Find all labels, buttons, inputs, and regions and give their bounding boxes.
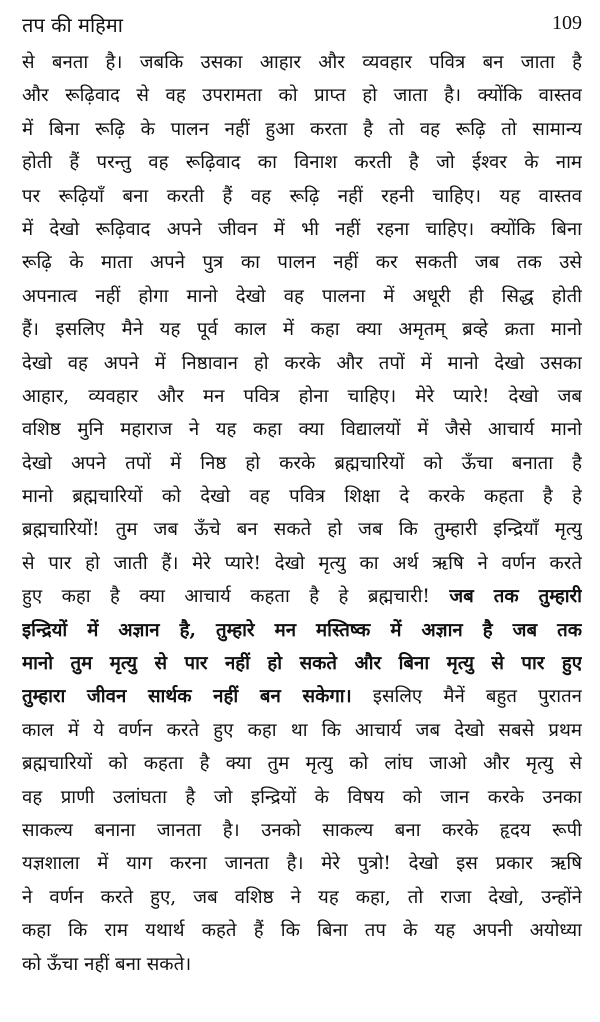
text-line: आहार, व्यवहार और मन पवित्र होना चाहिए। मेरे प्यारे! देखो जब [22, 385, 582, 407]
bold-text-line: इन्द्रियों में अज्ञान है, तुम्हारे मन मस्तिष्क में अज्ञान है जब तक [22, 619, 582, 641]
text-line: साकल्य बनाना जानता है। उनको साकल्य बना करके हृदय रूपी [22, 819, 582, 841]
text-line: होती हैं परन्तु वह रूढ़िवाद का विनाश करती है जो ईश्वर के नाम [22, 152, 582, 174]
text-line: में देखो रूढ़िवाद अपने जीवन में भी नहीं रहना चाहिए। क्योंकि बिना [22, 218, 582, 240]
text-line: ब्रह्मचारियों! तुम जब ऊँचे बन सकते हो जब कि तुम्हारी इन्द्रियाँ मृत्यु [22, 519, 582, 541]
text-line: से बनता है। जबकि उसका आहार और व्यवहार पवित्र बन जाता है [22, 52, 582, 73]
text-line: और रूढ़िवाद से वह उपरामता को प्राप्त हो जाता है। क्योंकि वास्तव [22, 85, 582, 107]
text-segment: इसलिए मैनें बहुत पुरातन [372, 686, 582, 708]
text-line: से पार हो जाती हैं। मेरे प्यारे! देखो मृत्यु का अर्थ ऋषि ने वर्णन करते [22, 552, 582, 574]
text-line: को ऊँचा नहीं बना सकते। [22, 953, 192, 975]
text-line: देखो वह अपने में निष्ठावान हो करके और तपों में मानो देखो उसका [22, 352, 582, 374]
text-line: हैं। इसलिए मैने यह पूर्व काल में कहा क्या अमृतम् ब्रव्हे क्रता मानो [22, 319, 582, 341]
body-text [22, 46, 582, 981]
text-line-mixed [22, 580, 582, 613]
text-line-mixed [22, 680, 582, 713]
text-line: वशिष्ठ मुनि महाराज ने यह कहा क्या विद्यालयों में जैसे आचार्य मानो [22, 419, 582, 441]
text-line: मानो ब्रह्मचारियों को देखो वह पवित्र शिक्षा दे करके कहता है हे [22, 486, 582, 508]
page-number: 109 [552, 12, 582, 34]
text-segment: हुए कहा है क्या आचार्य कहता है हे ब्रह्मचारी! [22, 586, 430, 608]
text-line: कहा कि राम यथार्थ कहते हैं कि बिना तप के यह अपनी अयोध्या [22, 920, 582, 942]
text-line: वह प्राणी उलांघता है जो इन्द्रियों के विषय को जान करके उनका [22, 786, 582, 808]
text-line: काल में ये वर्णन करते हुए कहा था कि आचार्य जब देखो सबसे प्रथम [22, 719, 582, 741]
bold-text-line: मानो तुम मृत्यु से पार नहीं हो सकते और बिना मृत्यु से पार हुए [22, 653, 582, 675]
bold-text-segment: तुम्हारा जीवन सार्थक नहीं बन सकेगा। [22, 686, 352, 708]
text-line: अपनात्व नहीं होगा मानो देखो वह पालना में अधूरी ही सिद्ध होती [22, 285, 582, 307]
text-line: यज्ञशाला में याग करना जानता है। मेरे पुत्रो! देखो इस प्रकार ऋषि [22, 853, 582, 875]
text-line: रूढ़ि के माता अपने पुत्र का पालन नहीं कर सकती जब तक उसे [22, 252, 582, 274]
text-line: पर रूढ़ियाँ बना करती हैं वह रूढ़ि नहीं रहनी चाहिए। यह वास्तव [22, 185, 582, 207]
text-line: देखो अपने तपों में निष्ठ हो करके ब्रह्मचारियों को ऊँचा बनाता है [22, 452, 582, 474]
text-line: में बिना रूढ़ि के पालन नहीं हुआ करता है तो वह रूढ़ि तो सामान्य [22, 118, 582, 140]
page-header-title: तप की महिमा [22, 13, 123, 37]
text-line: ने वर्णन करते हुए, जब वशिष्ठ ने यह कहा, तो राजा देखो, उन्होंने [22, 886, 582, 908]
text-line: ब्रह्मचारियों को कहता है क्या तुम मृत्यु को लांघ जाओ और मृत्यु से [22, 753, 582, 775]
bold-text-segment: जब तक तुम्हारी [449, 586, 582, 608]
